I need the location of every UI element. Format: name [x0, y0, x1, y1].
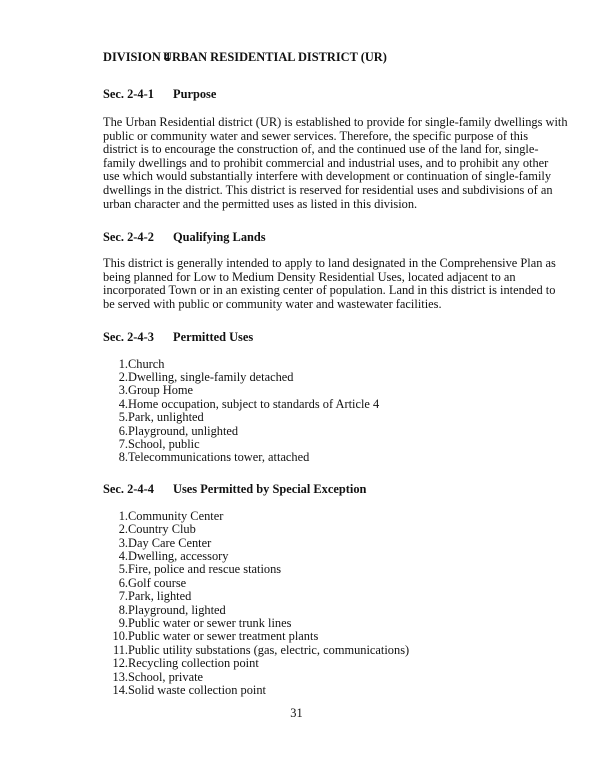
item-number: 14. — [112, 683, 128, 698]
list-item — [103, 644, 523, 657]
item-number: 8. — [118, 450, 128, 465]
item-text: Community Center — [128, 508, 224, 523]
item-text: School, private — [128, 669, 204, 684]
item-text: Day Care Center — [128, 535, 212, 550]
item-text: Group Home — [128, 383, 194, 398]
item-text: Park, unlighted — [128, 410, 204, 425]
section-title: Permitted Uses — [173, 329, 254, 344]
permitted-uses-list — [103, 358, 523, 465]
list-item — [103, 671, 523, 684]
list-item — [103, 563, 523, 576]
item-number: 11. — [112, 642, 128, 657]
list-item — [103, 411, 523, 424]
paragraph-line: being planned for Low to Medium Density Residential Uses, located adjacent to an — [103, 269, 516, 284]
item-text: Golf course — [128, 575, 187, 590]
section-heading-permitted-uses — [103, 329, 523, 345]
item-text: Dwelling, single-family detached — [128, 369, 294, 384]
page-number: 31 — [290, 706, 303, 720]
item-text: Dwelling, accessory — [128, 549, 229, 563]
item-number: 13. — [112, 669, 128, 684]
list-item — [103, 684, 523, 697]
paragraph-line: urban character and the permitted uses as listed in this division. — [103, 196, 418, 211]
item-text: Church — [128, 356, 165, 371]
list-item — [103, 550, 523, 563]
item-number: 7. — [118, 436, 128, 451]
paragraph-line: public or community water and sewer services. Therefore, the specific purpose of this — [103, 128, 529, 143]
list-item — [103, 510, 523, 523]
paragraph-line: use which would substantially interfere with development or continuation of single-family — [103, 169, 552, 184]
item-number: 2. — [118, 369, 128, 384]
document-body — [103, 49, 568, 698]
section-number: Sec. 2-4-1 — [103, 87, 154, 101]
section-title: Purpose — [173, 87, 217, 101]
section-number: Sec. 2-4-2 — [103, 230, 154, 245]
item-number: 5. — [118, 410, 128, 425]
list-item — [103, 384, 523, 397]
section-number: Sec. 2-4-3 — [103, 329, 154, 344]
qualifying-lands-paragraph — [103, 256, 556, 311]
division-heading — [103, 49, 523, 65]
paragraph-line: district is to encourage the construction of, and the continued use of the land for, single- — [103, 142, 539, 157]
purpose-paragraph — [103, 115, 568, 211]
list-item — [103, 577, 523, 590]
list-item — [103, 398, 523, 411]
section-title: Uses Permitted by Special Exception — [173, 481, 367, 496]
paragraph-line: This district is generally intended to apply to land designated in the Comprehensive Plan as — [103, 256, 556, 271]
list-item — [103, 523, 523, 536]
list-item — [103, 358, 523, 371]
item-number: 12. — [112, 656, 128, 671]
list-item — [103, 537, 523, 550]
item-text: Fire, police and rescue stations — [128, 562, 282, 577]
item-number: 3. — [118, 383, 128, 398]
item-number: 2. — [118, 522, 128, 537]
item-text: Public water or sewer treatment plants — [128, 629, 319, 644]
item-text: School, public — [128, 436, 200, 451]
item-text: Telecommunications tower, attached — [128, 450, 310, 465]
section-title: Qualifying Lands — [173, 230, 266, 245]
paragraph-line: The Urban Residential district (UR) is established to provide for single-family dwellings with — [103, 115, 568, 129]
item-number: 8. — [118, 602, 128, 617]
division-title: URBAN RESIDENTIAL DISTRICT (UR) — [163, 50, 387, 64]
item-text: Country Club — [128, 522, 196, 537]
item-number: 6. — [118, 423, 128, 438]
list-item — [103, 438, 523, 451]
list-item — [103, 425, 523, 438]
list-item — [103, 630, 523, 643]
item-number: 10. — [112, 629, 128, 644]
item-number: 6. — [118, 575, 128, 590]
item-number: 7. — [118, 589, 128, 604]
item-number: 1. — [118, 508, 128, 523]
item-number: 4. — [118, 396, 128, 411]
list-item — [103, 617, 523, 630]
list-item — [103, 657, 523, 670]
item-number: 9. — [118, 616, 128, 631]
item-text: Playground, lighted — [128, 602, 226, 617]
item-number: 4. — [118, 549, 128, 563]
section-heading-purpose — [103, 86, 523, 102]
section-heading-special-exception — [103, 481, 523, 497]
item-number: 5. — [118, 562, 128, 577]
item-text: Home occupation, subject to standards of Article 4 — [128, 396, 380, 411]
list-item — [103, 604, 523, 617]
paragraph-line: be served with public or community water and wastewater facilities. — [103, 296, 442, 311]
item-text: Playground, unlighted — [128, 423, 239, 438]
item-number: 3. — [118, 535, 128, 550]
list-item — [103, 451, 523, 464]
paragraph-line: incorporated Town or in an existing center of population. Land in this district is intended to — [103, 283, 556, 298]
list-item — [103, 371, 523, 384]
item-number: 1. — [118, 356, 128, 371]
item-text: Solid waste collection point — [128, 683, 266, 698]
list-item — [103, 590, 523, 603]
item-text: Park, lighted — [128, 589, 192, 604]
section-number: Sec. 2-4-4 — [103, 481, 154, 496]
section-heading-qualifying-lands — [103, 229, 523, 245]
special-exception-uses-list — [103, 510, 523, 698]
paragraph-line: dwellings in the district. This district is reserved for residential uses and subdivisions of an — [103, 182, 553, 197]
paragraph-line: family dwellings and to prohibit commercial and industrial uses, and to prohibit any other — [103, 155, 549, 170]
item-text: Recycling collection point — [128, 656, 259, 671]
division-number: DIVISION 4 — [103, 50, 171, 64]
item-text: Public utility substations (gas, electric, communications) — [128, 642, 410, 657]
item-text: Public water or sewer trunk lines — [128, 616, 292, 631]
